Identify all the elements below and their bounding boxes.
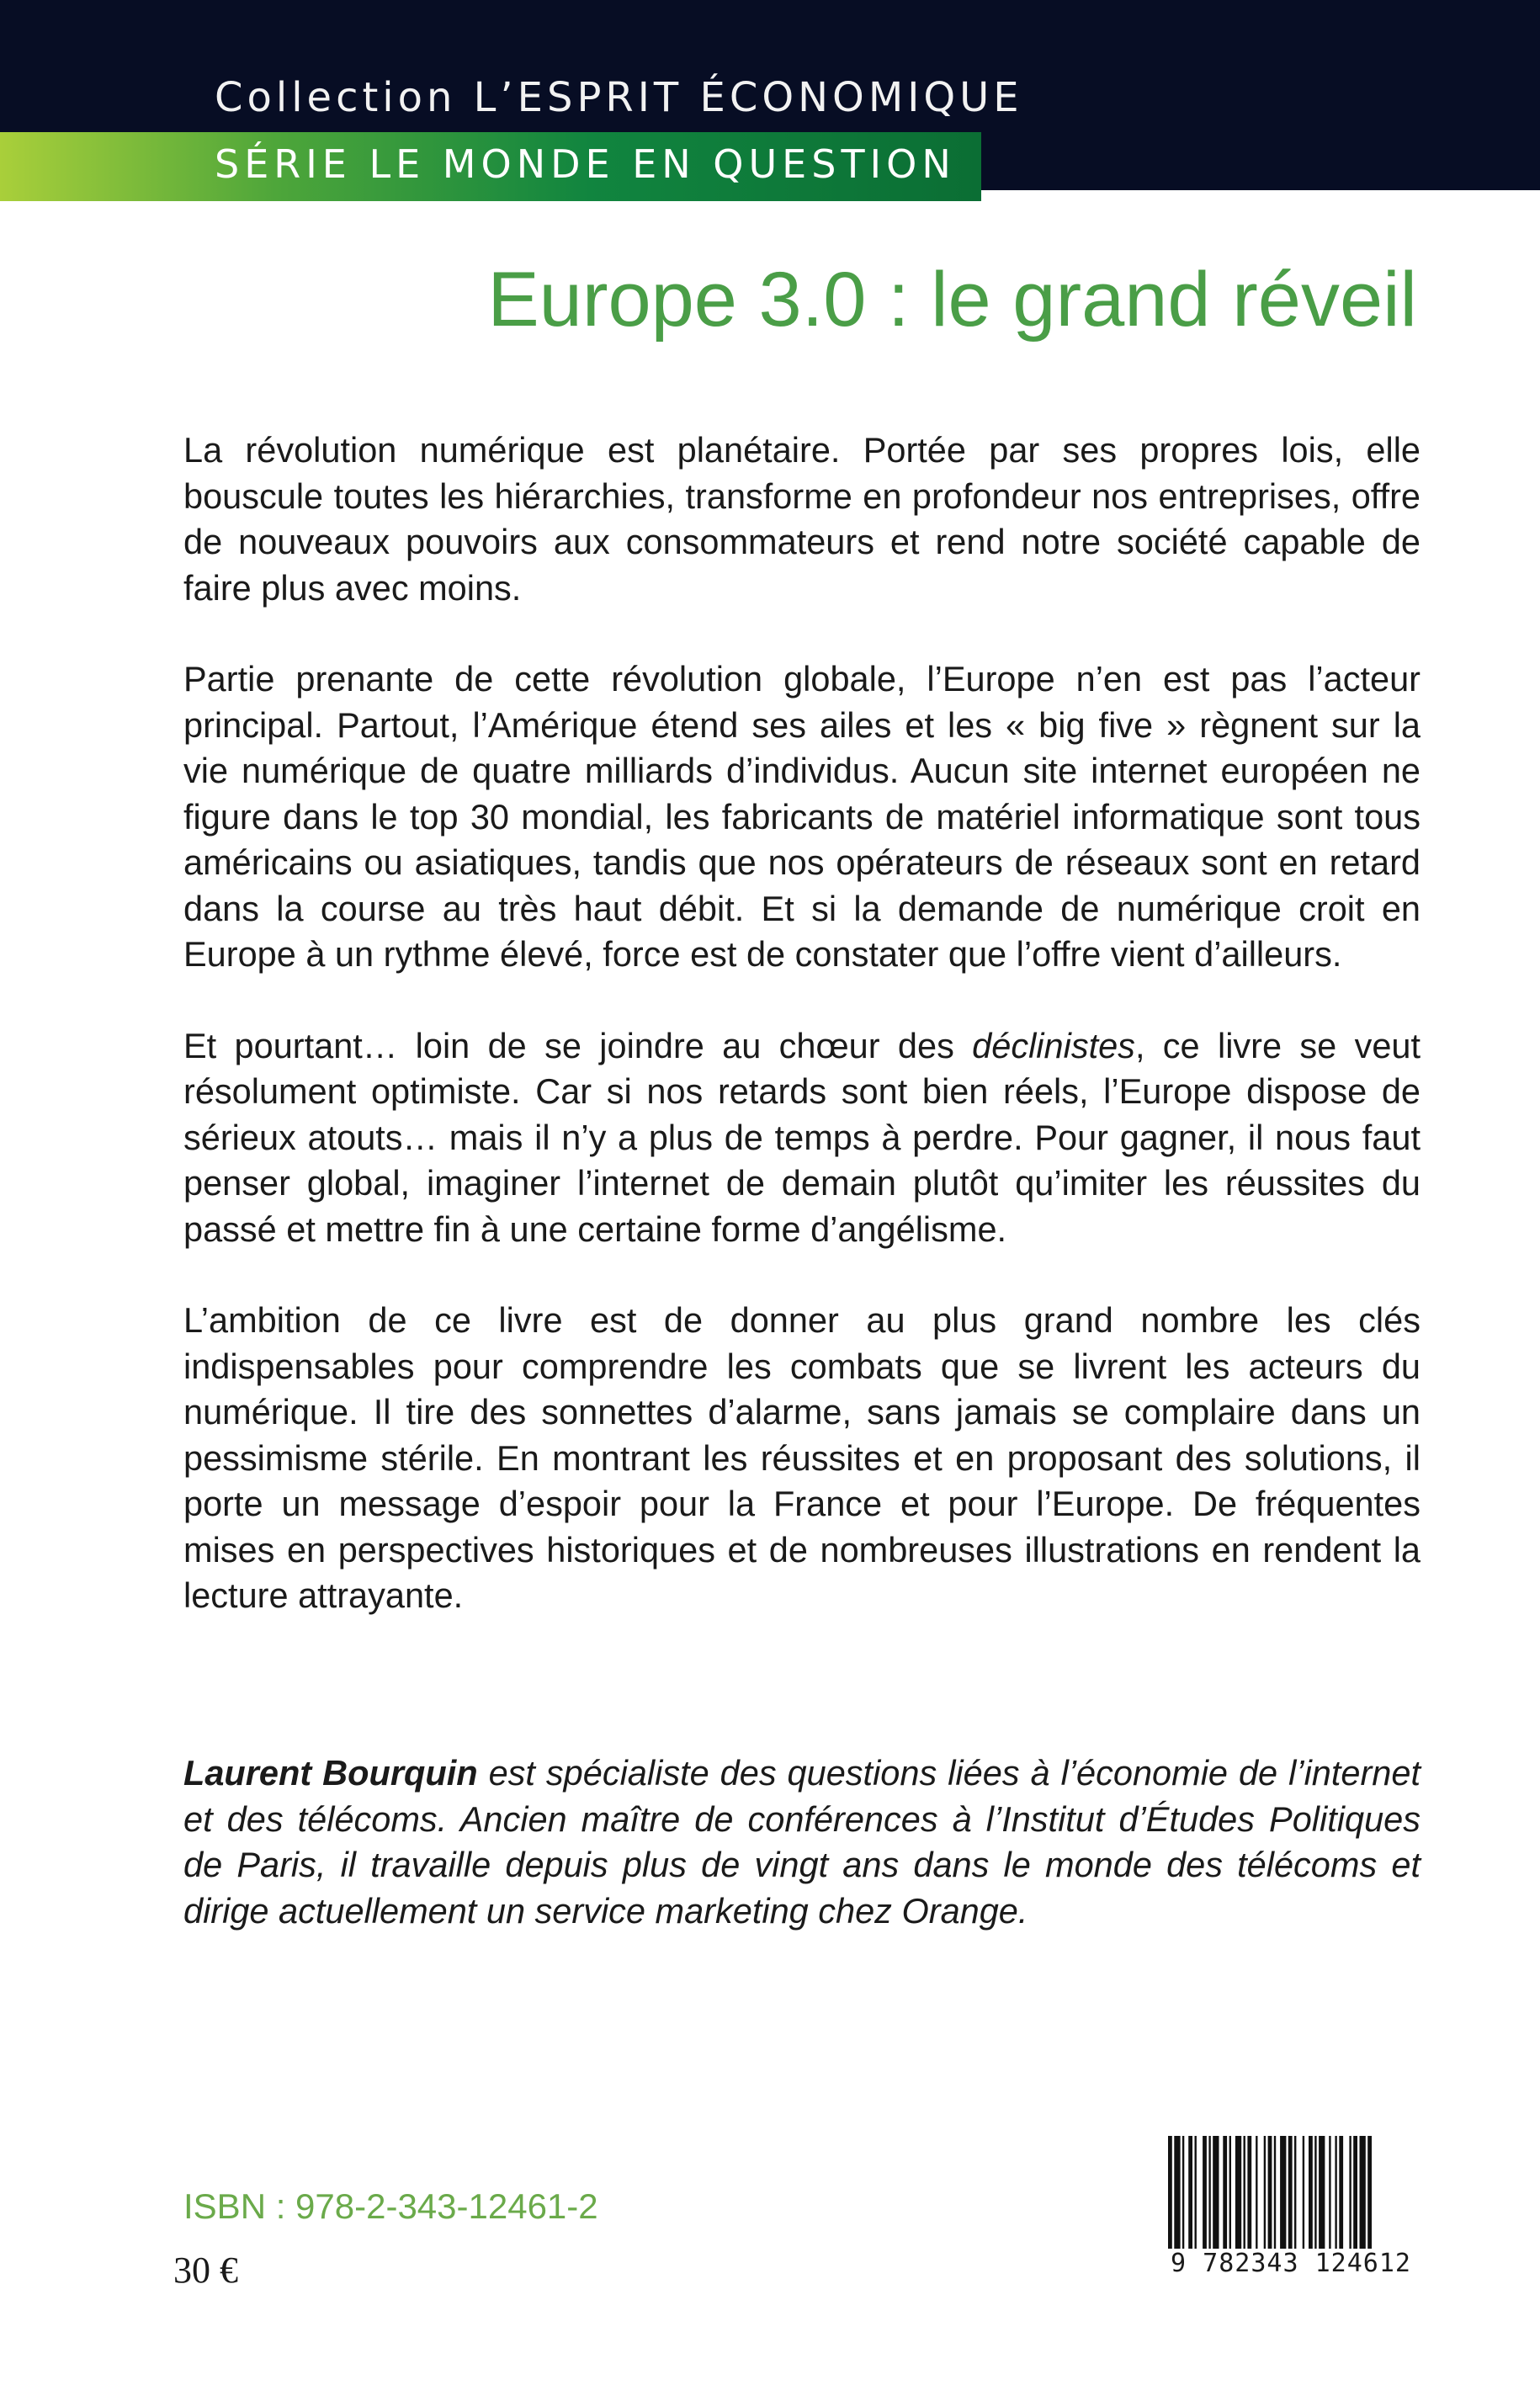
barcode-bar	[1268, 2136, 1272, 2260]
barcode-bar	[1360, 2136, 1366, 2260]
barcode-bar	[1280, 2136, 1286, 2249]
barcode-bar	[1195, 2136, 1197, 2249]
blurb-paragraph-4: L’ambition de ce livre est de donner au plus grand nombre les clés indispensables pour comprendre les combats que se livrent les acteurs du numérique. Il tire des sonnettes d’alarme, sans jamais se complaire dans un pessimisme stérile. En montrant les réussites et en proposant des solutions, il porte un message d’espoir pour la France et pour l’Europe. De fréquentes mises en perspectives historiques et de nombreuses illustrations en rendent la lecture attrayante.	[183, 1300, 1421, 1615]
barcode-bar	[1303, 2136, 1304, 2249]
barcode-digits: 9 782343 124612	[1158, 2249, 1424, 2278]
barcode-bar	[1174, 2136, 1180, 2260]
barcode-bar	[1235, 2136, 1241, 2249]
barcode-bar	[1264, 2136, 1266, 2249]
barcode-bar	[1367, 2136, 1372, 2260]
barcode-bars	[1158, 2134, 1424, 2260]
barcode-bar	[1319, 2136, 1325, 2249]
author-name: Laurent Bourquin	[183, 1753, 478, 1793]
barcode-bar	[1335, 2136, 1336, 2249]
barcode	[1158, 2134, 1424, 2299]
barcode-bar	[1244, 2136, 1245, 2249]
barcode-bar	[1223, 2136, 1227, 2249]
blurb-p3-start: Et pourtant… loin de se joindre au chœur des	[183, 1025, 973, 1065]
barcode-bar	[1229, 2136, 1231, 2249]
barcode-bar	[1288, 2136, 1293, 2249]
barcode-bar	[1168, 2136, 1172, 2260]
price: 30 €	[173, 2250, 238, 2291]
barcode-bar	[1314, 2136, 1316, 2249]
barcode-bar	[1208, 2136, 1210, 2249]
blurb-paragraph-3	[183, 1023, 1421, 1253]
barcode-bar	[1256, 2136, 1257, 2249]
author-bio	[183, 1750, 1421, 1934]
blurb-p3-end: , ce livre se veut résolument optimiste. Car si nos retards sont bien réels, l’Europe dispose de sérieux atouts… mais il n’y a plus de temps à perdre. Pour gagner, il nous faut penser global, imaginer l’internet de demain plutôt qu’imiter les réussites du passé et mettre fin à une certaine forme d’angélisme.	[183, 1025, 1421, 1249]
series-name: SÉRIE LE MONDE EN QUESTION	[215, 141, 956, 187]
barcode-bar	[1329, 2136, 1330, 2249]
barcode-bar	[1294, 2136, 1296, 2249]
barcode-bar	[1349, 2136, 1351, 2249]
barcode-bar	[1247, 2136, 1251, 2249]
blurb-paragraph-2: Partie prenante de cette révolution globale, l’Europe n’en est pas l’acteur principal. Partout, l’Amérique étend ses ailes et les « big five » règnent sur la vie numérique de quatre milliards d’individus. Aucun site internet européen ne figure dans le top 30 mondial, les fabricants de matériel informatique sont tous américains ou asiatiques, tandis que nos opérateurs de réseaux sont en retard dans la course au très haut débit. Et si la demande de numérique croit en Europe à un rythme élevé, force est de constater que l’offre vient d’ailleurs.	[183, 659, 1421, 974]
barcode-bar	[1309, 2136, 1313, 2249]
barcode-bar	[1182, 2136, 1184, 2249]
barcode-bar	[1274, 2136, 1276, 2249]
barcode-bar	[1339, 2136, 1343, 2249]
barcode-bar	[1353, 2136, 1357, 2249]
blurb-paragraph-1: La révolution numérique est planétaire. Portée par ses propres lois, elle bouscule toutes les hiérarchies, transforme en profondeur nos entreprises, offre de nouveaux pouvoirs aux consommateurs et rend notre société capable de faire plus avec moins.	[183, 430, 1421, 608]
collection-name: Collection L’ESPRIT ÉCONOMIQUE	[215, 74, 1023, 121]
barcode-bar	[1213, 2136, 1219, 2249]
blurb-p3-emphasis: déclinistes	[972, 1025, 1135, 1065]
isbn: ISBN : 978-2-343-12461-2	[183, 2186, 598, 2226]
book-title: Europe 3.0 : le grand réveil	[487, 257, 1417, 343]
barcode-bar	[1203, 2136, 1207, 2249]
barcode-bar	[1188, 2136, 1192, 2249]
blurb	[183, 428, 1421, 1665]
author-bio-text: est spécialiste des questions liées à l’économie de l’internet et des télécoms. Ancien maître de conférences à l’Institut d’Études Politiques de Paris, il travaille depuis plus de vingt ans dans le monde des télécoms et dirige actuellement un service marketing chez Orange.	[183, 1753, 1421, 1931]
